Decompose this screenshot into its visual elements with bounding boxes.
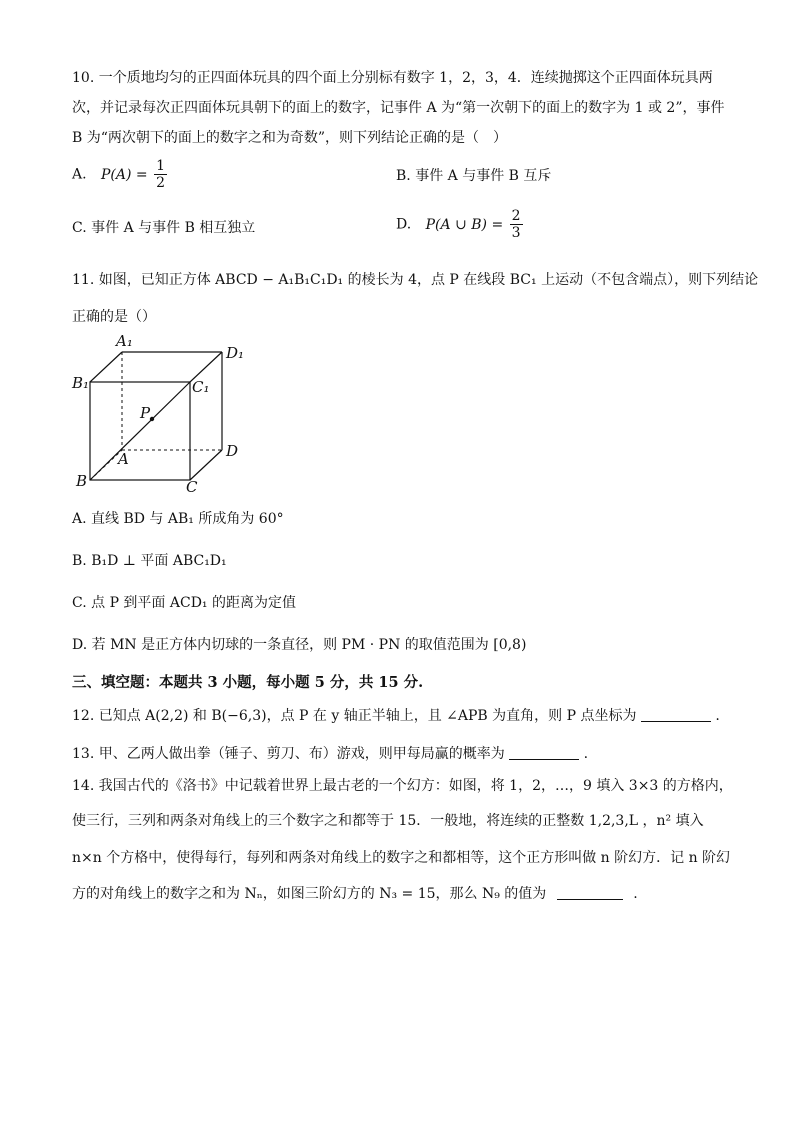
q14-answer-blank[interactable] [557, 885, 623, 900]
q10-option-a-numerator: 1 [156, 158, 166, 174]
q14-end: . [633, 886, 638, 902]
q14-line-2: 使三行，三列和两条对角线上的三个数字之和都等于 15．一般地，将连续的正整数 1,2,3,L ，n² 填入 [72, 813, 704, 829]
q13 [72, 744, 588, 764]
label-c1: C₁ [192, 378, 210, 396]
q11-line-2: 正确的是（） [72, 309, 156, 325]
q10-option-d-fraction [510, 208, 523, 241]
q12-answer-blank[interactable] [641, 707, 711, 722]
q13-text: 13. 甲、乙两人做出拳（锤子、剪刀、布）游戏，则甲每局赢的概率为 [72, 746, 505, 762]
q13-answer-blank[interactable] [509, 745, 579, 760]
q14-line-1: 14. 我国古代的《洛书》中记载着世界上最古老的一个幻方：如图，将 1，2，…，9 填入 3×3 的方格内， [72, 778, 733, 794]
point-p [150, 417, 154, 421]
q10-line-1: 10. 一个质地均匀的正四面体玩具的四个面上分别标有数字 1，2，3，4．连续抛掷这个正四面体玩具两 [72, 70, 713, 86]
q10-option-b: B. 事件 A 与事件 B 互斥 [396, 168, 552, 184]
q10-option-d [396, 208, 523, 241]
q10-line-3: B 为“两次朝下的面上的数字之和为奇数”，则下列结论正确的是（ ） [72, 130, 508, 146]
q10-option-a-fraction [154, 158, 167, 191]
q13-end: . [583, 746, 589, 762]
q11-option-c: C. 点 P 到平面 ACD₁ 的距离为定值 [72, 595, 296, 611]
q10-option-d-expr: P(A ∪ B) = [425, 216, 504, 233]
q10-option-a-expr: P(A) = [101, 166, 148, 183]
label-a: A [118, 450, 129, 468]
q14-line-4-text: 方的对角线上的数字之和为 Nₙ，如图三阶幻方的 N₃ = 15，那么 N₉ 的值为 [72, 886, 547, 902]
q14-line-3: n×n 个方格中，使得每行，每列和两条对角线上的数字之和都相等，这个正方形叫做 n 阶幻方．记 n 阶幻 [72, 850, 731, 866]
label-c: C [186, 478, 198, 495]
q10-option-d-label: D. [396, 216, 412, 233]
q10-option-a-label: A. [72, 166, 87, 183]
q10-option-c: C. 事件 A 与事件 B 相互独立 [72, 220, 256, 236]
edge-b1-a1 [90, 352, 122, 382]
label-b1: B₁ [72, 374, 90, 392]
q11-line-1: 11. 如图，已知正方体 ABCD − A₁B₁C₁D₁ 的棱长为 4，点 P 在线段 BC₁ 上运动（不包含端点），则下列结论 [72, 272, 759, 288]
label-d: D [226, 442, 239, 460]
section-3-heading: 三、填空题：本题共 3 小题，每小题 5 分，共 15 分. [72, 674, 424, 691]
q12-text: 12. 已知点 A(2,2) 和 B(−6,3)，点 P 在 y 轴正半轴上，且 ∠APB 为直角，则 P 点坐标为 [72, 708, 637, 724]
q11-option-b: B. B₁D ⊥ 平面 ABC₁D₁ [72, 553, 227, 569]
q10-option-d-denominator: 3 [511, 225, 521, 241]
label-a1: A₁ [116, 332, 133, 350]
q14-line-4 [72, 884, 638, 904]
label-b: B [76, 472, 88, 490]
q10-option-a [72, 158, 167, 191]
q12 [72, 706, 720, 726]
segment-bc1 [90, 382, 190, 480]
label-d1: D₁ [226, 344, 245, 362]
q11-option-a: A. 直线 BD 与 AB₁ 所成角为 60° [72, 511, 284, 527]
q12-end: . [715, 708, 720, 724]
q10-line-2: 次，并记录每次正四面体玩具朝下的面上的数字，记事件 A 为“第一次朝下的面上的数字为 1 或 2”，事件 [72, 100, 725, 116]
q11-option-d: D. 若 MN 是正方体内切球的一条直径，则 PM · PN 的取值范围为 [0,8) [72, 637, 527, 653]
q10-option-d-numerator: 2 [511, 208, 521, 224]
cube-figure [70, 330, 260, 495]
edge-c-d [190, 450, 222, 480]
q10-option-a-denominator: 2 [156, 175, 166, 191]
label-p: P [140, 404, 151, 422]
